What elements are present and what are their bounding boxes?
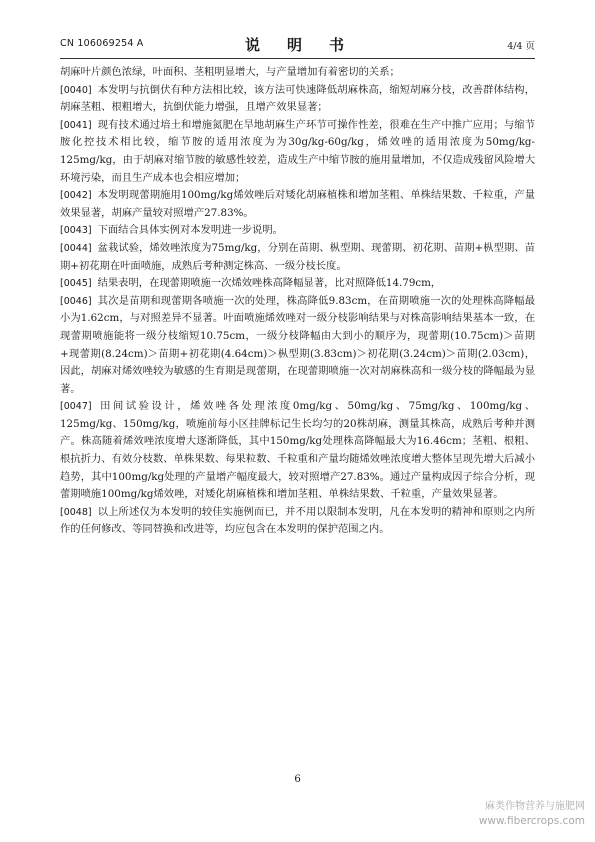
patent-number: CN 106069254 A [60,38,144,49]
page-header [60,34,535,56]
paragraph-number: [0040] [60,84,92,96]
document-type-title: 说 明 书 [244,36,350,54]
paragraph-text: 其次是苗期和现蕾期各喷施一次的处理，株高降低9.83cm，在苗期喷施一次的处理株高降幅最小为1.62cm，与对照差异不显著。叶面喷施烯效唑对一级分枝影响结果与对株高影响结果基本一致，在现蕾期喷施能将一级分枝缩短10.75cm，一级分枝降幅由大到小的顺序为，现蕾期(10.75cm)＞苗期+现蕾期(8.24cm)＞苗期+初花期(4.64cm)＞枞型期(3.83cm)＞初花期(3.24cm)＞苗期(2.03cm)，因此，胡麻对烯效唑较为敏感的生育期是现蕾期，在现蕾期喷施一次对胡麻株高和一级分枝的降幅最为显著。 [60,294,535,395]
paragraph-0045 [60,275,535,293]
page-number: 6 [294,774,301,785]
paragraph-number: [0042] [60,190,92,202]
paragraph-number: [0044] [60,242,92,254]
paragraph-number: [0048] [60,506,92,518]
paragraph-number: [0045] [60,278,92,290]
paragraph-text: 本发明与抗倒伏有种方法相比较，该方法可快速降低胡麻株高，缩短胡麻分枝，改善群体结构，胡麻茎粗、根粗增大，抗倒伏能力增强，且增产效果显著； [60,83,535,114]
site-watermark [479,800,585,828]
watermark-site-name: 麻类作物营养与施肥网 [485,801,585,812]
paragraph-number: [0041] [60,119,92,131]
paragraph-text: 下面结合具体实例对本发明进一步说明。 [97,224,283,237]
paragraph-text: 现有技术通过培土和增施氮肥在旱地胡麻生产环节可操作性差，很难在生产中推广应用；与缩节胺化控技术相比较，缩节胺的适用浓度为为30g/kg-60g/kg，烯效唑的适用浓度为50mg/kg-125mg/kg，由于胡麻对缩节胺的敏感性较差，造成生产中缩节胺的施用量增加，不仅造成残留风险增大环境污染，而且生产成本也会相应增加； [60,118,535,184]
paragraph-number: [0047] [60,401,92,413]
watermark-url: www.fibercrops.com [478,815,585,827]
page-indicator: 4/4 页 [507,41,535,52]
paragraph-0041 [60,117,535,187]
paragraph-text: 盆栽试验，烯效唑浓度为75mg/kg，分别在苗期、枞型期、现蕾期、初花期、苗期+枞型期、苗期+初花期在叶面喷施，成熟后考种测定株高、一级分枝长度。 [60,241,535,272]
paragraph-0047 [60,398,535,504]
paragraph-0043 [60,222,535,240]
paragraph-0048 [60,504,535,539]
paragraph-text: 结果表明，在现蕾期喷施一次烯效唑株高降幅显著，比对照降低14.79cm， [97,277,442,290]
header-divider [60,58,535,59]
paragraph-text: 以上所述仅为本发明的较佳实施例而已，并不用以限制本发明，凡在本发明的精神和原则之内所作的任何修改、等同替换和改进等，均应包含在本发明的保护范围之内。 [60,505,535,536]
paragraph-0044 [60,240,535,275]
paragraph-0042 [60,187,535,222]
document-body [60,64,535,539]
paragraph-0046 [60,293,535,399]
paragraph-text: 本发明现蕾期施用100mg/kg烯效唑后对矮化胡麻植株和增加茎粗、单株结果数、千粒重，产量效果显著，胡麻产量较对照增产27.83%。 [60,189,535,219]
paragraph-0040 [60,82,535,117]
paragraph-number: [0043] [60,225,92,237]
paragraph-continuation [60,64,535,82]
paragraph-text: 田间试验设计，烯效唑各处理浓度0mg/kg、50mg/kg、75mg/kg、100mg/kg、125mg/kg、150mg/kg，喷施前每小区挂牌标记生长均匀的20株胡麻，测量其株高，成熟后考种并测产。株高随着烯效唑浓度增大逐渐降低，其中150mg/kg处理株高降幅最大为16.46cm；茎粗、根粗、根抗折力、有效分枝数、单株果数、每果粒数、千粒重和产量均随烯效唑浓度增大整体呈现先增大后减小趋势，其中100mg/kg处理的产量增产幅度最大，较对照增产27.83%。通过产量构成因子综合分析，现蕾期喷施100mg/kg烯效唑，对矮化胡麻植株和增加茎粗、单株结果数、千粒重，产量效果显著。 [60,400,535,501]
paragraph-text: 胡麻叶片颜色浓绿，叶面积、茎粗明显增大，与产量增加有着密切的关系； [60,66,400,78]
paragraph-number: [0046] [60,295,92,307]
